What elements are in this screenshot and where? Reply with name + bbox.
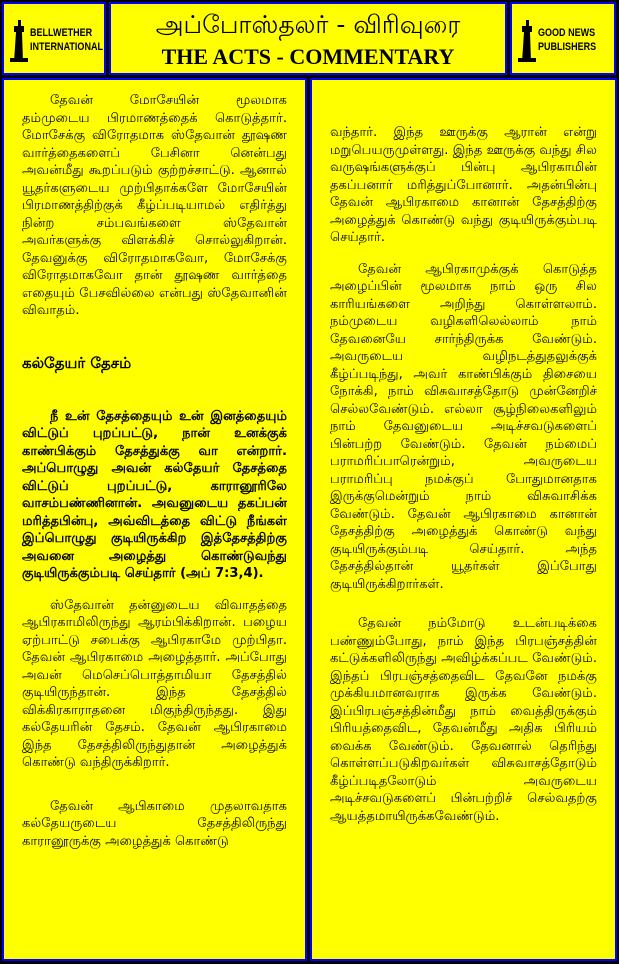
- left-logo-line2: INTERNATIONAL: [30, 41, 103, 53]
- title-tamil: அப்போஸ்தலர் - விரிவுரை: [155, 10, 461, 39]
- title-english: THE ACTS - COMMENTARY: [161, 44, 455, 69]
- left-logo-text: [30, 26, 103, 54]
- section-heading: கல்தேயர் தேசம்: [22, 353, 132, 372]
- right-logo-line2: PUBLISHERS: [538, 41, 597, 53]
- right-logo-line1: GOOD NEWS: [538, 27, 596, 39]
- right-logo-text: [538, 26, 596, 54]
- left-paragraph-1: தேவன் மோசேயின் மூலமாக தம்முடைய பிரமாணத்தைக் கொடுத்தார். மோசேக்கு விரோதமாக ஸ்தேவான் தூஷண வார்த்தைகளைப் பேசினா னென்பது அவன்மீது கூறப்படும் குற்றச்சாட்டு. ஆனால் யூதர்களுடைய முற்பிதாக்களே மோசேயின் பிரமாணத்திற்குக் கீழ்ப்படியாமல் எதிர்த்து நின்ற சம்பவங்களை ஸ்தேவான் அவர்களுக்கு விளக்கிச் சொல்லுகிறான். தேவனுக்கு விரோதமாகவோ, மோசேக்கு விரோதமாகவோ தான் தூஷண வார்த்தை எதையும் பேசவில்லை என்பது ஸ்தேவானின் விவாதம்.: [22, 93, 287, 318]
- right-paragraph-1: வந்தார். இந்த ஊருக்கு ஆரான் என்று மறுபெயருமுள்ளது. இந்த ஊருக்கு வந்து சில வருஷங்களுக்குப் பின்பு ஆபிரகாமின் தகப்பனார் மரித்துப்போனார். அதன்பின்பு தேவன் ஆபிரகாமை கானான் தேசத்திற்கு அழைத்துக் கொண்டு வந்து குடியிருக்கும்படி செய்தார்.: [330, 125, 597, 245]
- right-column: [310, 78, 617, 961]
- left-column: [2, 78, 307, 961]
- tower-icon: [10, 18, 28, 62]
- left-logo-line1: BELLWETHER: [30, 27, 93, 39]
- right-paragraph-3: தேவன் நம்மோடு உடன்படிக்கை பண்ணும்போது, நாம் இந்த பிரபஞ்சத்தின் கட்டுக்களிலிருந்து அவிழ்க்கப்பட வேண்டும். இந்தப் பிரபஞ்சத்தைவிட தேவனே நமக்கு முக்கியமானவராக இருக்க வேண்டும். இப்பிரபஞ்சத்தின்மீது நாம் வைத்திருக்கும் பிரியத்தைவிட, தேவன்மீது அதிக பிரியம் வைக்க வேண்டும். தேவனால் தெரிந்து கொள்ளப்படுகிறவர்கள் விசுவாசத்தோடும் கீழ்ப்படிதலோடும் அவருடைய அடிச்சவடுகளைப் பின்பற்றிச் செல்வதற்கு ஆயத்தமாயிருக்கவேண்டும்.: [330, 616, 597, 824]
- title-panel: [109, 2, 507, 75]
- left-paragraph-2: ஸ்தேவான் தன்னுடைய விவாதத்தை ஆபிரகாமிலிருந்து ஆரம்பிக்கிறான். பழைய ஏற்பாட்டு சபைக்கு ஆபிரகாமே முற்பிதா. தேவன் ஆபிரகாமை அழைத்தார். அப்போது அவன் மெசெப்பொத்தாமியா தேசத்தில் குடியிருந்தான். இந்த தேசத்தில் விக்கிரகாராதனை மிகுந்திருந்தது. இது கல்தேயரின் தேசம். தேவன் ஆபிரகாமை இந்த தேசத்திலிருந்துதான் அழைத்துக் கொண்டு வந்திருக்கிறார்.: [22, 597, 287, 770]
- right-paragraph-2: தேவன் ஆபிரகாமுக்குக் கொடுத்த அழைப்பின் மூலமாக நாம் ஒரு சில காரியங்களை அறிந்து கொள்ளலாம். நம்முடைய வழிகளிலெல்லாம் நாம் தேவனையே சார்ந்திருக்க வேண்டும். அவருடைய வழிநடத்துதலுக்குக் கீழ்ப்படிந்து, அவர் காண்பிக்கும் திசையை நோக்கி, நாம் விசுவாசத்தோடு முன்னேறிச் செல்லவேண்டும். எல்லா சூழ்நிலைகளிலும் நாம் தேவனுடைய அடிச்சவடுகளைப் பின்பற்ற வேண்டும். தேவன் நம்மைப் பராமரிப்பாரென்றும், அவருடைய பராமரிப்பு நமக்குப் போதுமானதாக இருக்குமென்றும் நாம் விசுவாசிக்க வேண்டும். தேவன் ஆபிரகாமை கானான் தேசத்திற்கு அழைத்துக் கொண்டு வந்து குடியிருக்கும்படி செய்தார். அந்த தேசத்தில்தான் யூதர்கள் இப்போது குடியிருக்கிறார்கள்.: [330, 261, 597, 592]
- left-logo-panel: [2, 2, 106, 75]
- left-paragraph-3: தேவன் ஆபிகாமை முதலாவதாக கல்தேயருடைய தேசத்திலிருந்து காரானூருக்கு அழைத்துக் கொண்டு: [22, 798, 287, 849]
- scripture-quote: நீ உன் தேசத்தையும் உன் இனத்தையும் விட்டுப் புறப்பட்டு, நான் உனக்குக் காண்பிக்கும் தேசத்துக்கு வா என்றார். அப்பொழுது அவன் கல்தேயர் தேசத்தை விட்டுப் புறப்பட்டு, காரானூரிலே வாசம்பண்ணினான். அவனுடைய தகப்பன் மரித்தபின்பு, அவ்விடத்தை விட்டு நீங்கள் இப்பொழுது குடியிருக்கிற இத்தேசத்திற்கு அவனை அழைத்து கொண்டுவந்து குடியிருக்கும்படி செய்தார் (அப் 7:3,4).: [22, 408, 287, 581]
- tower-icon: [518, 18, 536, 62]
- right-logo-panel: [510, 2, 616, 75]
